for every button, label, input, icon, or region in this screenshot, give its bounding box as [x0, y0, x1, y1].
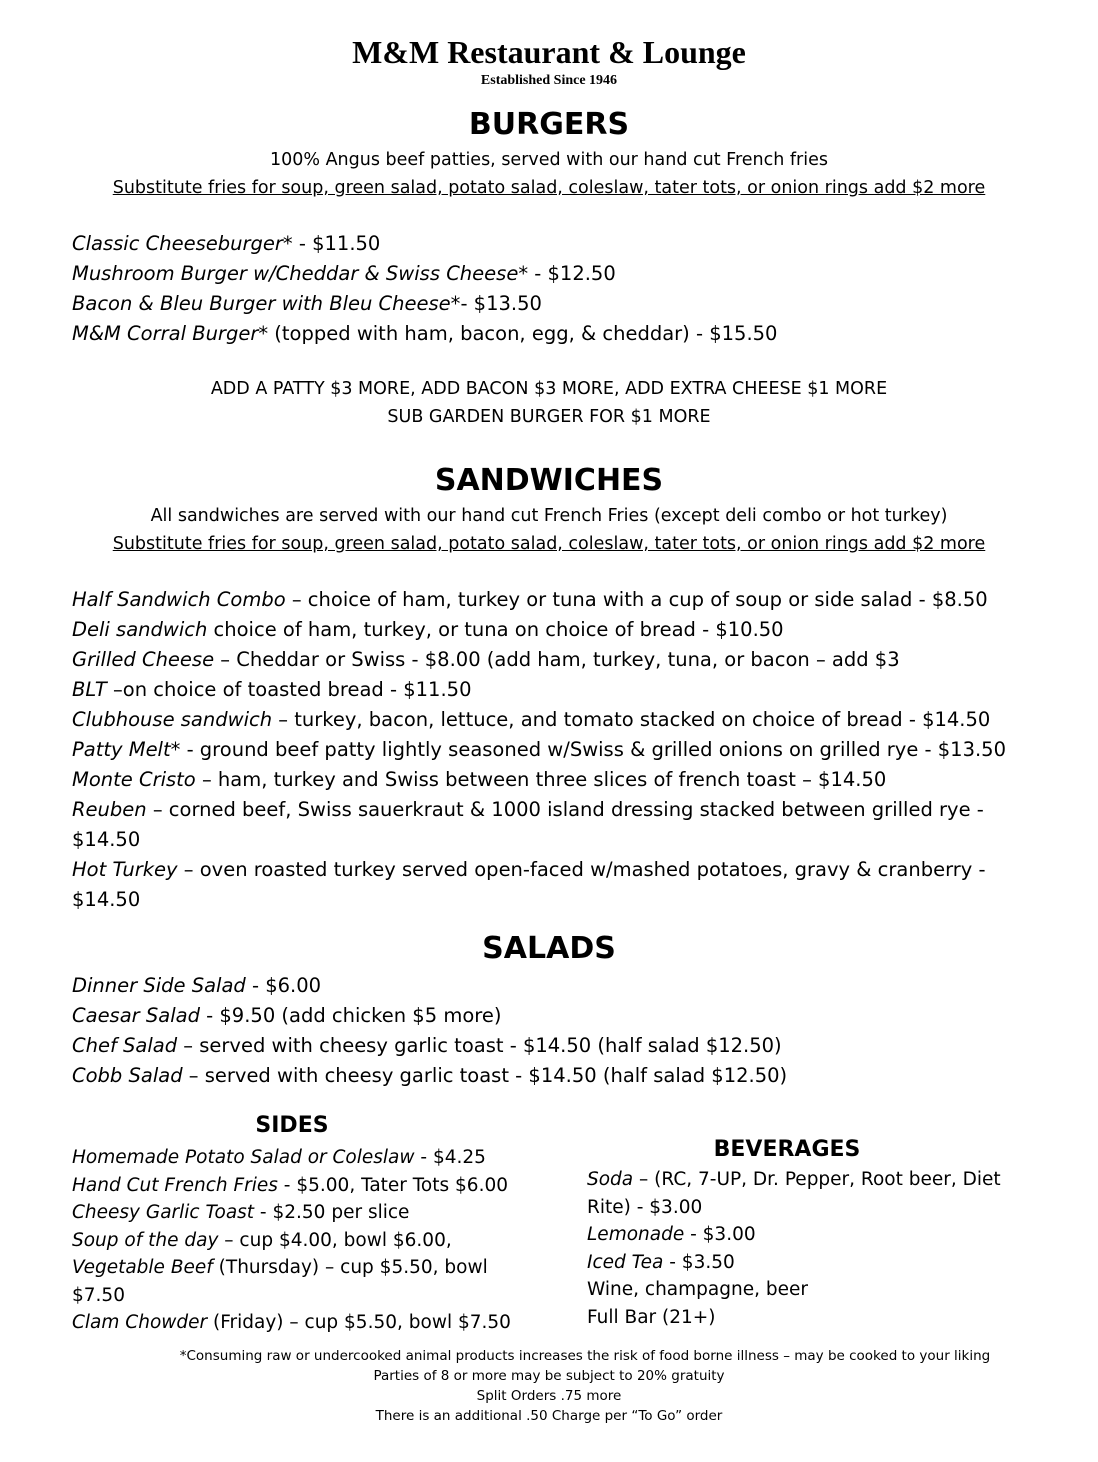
item-detail: * - $12.50 — [518, 262, 616, 285]
item-name: Half Sandwich Combo — [72, 588, 286, 611]
salads-list — [72, 971, 787, 1091]
item-name: Deli sandwich — [72, 618, 208, 641]
item-detail: Full Bar (21+) — [587, 1306, 716, 1328]
menu-item — [72, 585, 1032, 615]
item-name: Vegetable Beef — [72, 1257, 213, 1278]
item-name: Soup of the day — [72, 1229, 219, 1251]
item-detail: – ham, turkey and Swiss between three slices of french toast – $14.50 — [195, 768, 887, 791]
footer-to-go: There is an additional .50 Charge per “To Go” order — [375, 1408, 723, 1424]
sandwiches-heading: SANDWICHES — [434, 463, 664, 498]
footer-gratuity: Parties of 8 or more may be subject to 20% gratuity — [373, 1368, 725, 1384]
menu-item — [72, 1144, 511, 1172]
item-detail: (Thursday) – cup $5.50, bowl — [212, 1257, 488, 1278]
menu-item — [587, 1166, 1001, 1194]
item-detail: - $3.50 — [663, 1251, 735, 1273]
item-name: Patty Melt* — [72, 738, 181, 761]
menu-item — [72, 1199, 511, 1227]
item-detail: - $3.00 — [684, 1224, 756, 1245]
item-name: Lemonade — [587, 1224, 685, 1245]
item-detail: choice of ham, turkey, or tuna on choice of bread - $10.50 — [207, 618, 784, 641]
footer-split-orders: Split Orders .75 more — [476, 1388, 622, 1404]
item-detail: - $13.50 — [460, 292, 542, 315]
item-detail: – oven roasted turkey served open-faced w/mashed potatoes, gravy & cranberry - $14.50 — [72, 858, 986, 911]
menu-item — [72, 855, 1032, 915]
item-name: Homemade Potato Salad or Coleslaw — [72, 1147, 415, 1168]
item-name: Clubhouse sandwich — [72, 708, 273, 731]
item-detail: (Friday) – cup $5.50, bowl $7.50 — [207, 1312, 511, 1333]
item-detail: - $5.00, Tater Tots $6.00 — [277, 1174, 508, 1196]
menu-item — [587, 1194, 1001, 1222]
item-detail: * - $11.50 — [282, 232, 381, 255]
menu-item — [587, 1221, 1001, 1249]
established-line: Established Since 1946 — [480, 73, 618, 88]
item-name: BLT — [72, 678, 107, 701]
menu-item — [72, 1282, 511, 1310]
menu-item — [72, 1172, 511, 1200]
footer-disclaimer: *Consuming raw or undercooked animal products increases the risk of food borne illness – may be cooked to your liking — [179, 1348, 991, 1364]
item-detail: - $2.50 per slice — [254, 1202, 410, 1223]
item-detail: Rite) - $3.00 — [587, 1196, 703, 1218]
menu-item — [72, 615, 1032, 645]
item-name: Reuben — [72, 798, 147, 821]
item-detail: – (RC, 7-UP, Dr. Pepper, Root beer, Diet — [633, 1169, 1001, 1190]
sides-list — [72, 1144, 511, 1337]
menu-item — [587, 1304, 1001, 1332]
burgers-list — [72, 229, 777, 349]
item-detail: – served with cheesy garlic toast - $14.50 (half salad $12.50) — [182, 1064, 788, 1087]
menu-item — [72, 645, 1032, 675]
item-name: Chef Salad — [72, 1034, 178, 1057]
menu-item — [72, 675, 1032, 705]
item-detail: – turkey, bacon, lettuce, and tomato stacked on choice of bread - $14.50 — [272, 708, 991, 731]
item-detail: - $6.00 — [245, 974, 322, 997]
sides-heading: SIDES — [255, 1113, 329, 1138]
item-detail: - $4.25 — [414, 1147, 486, 1168]
item-detail: – corned beef, Swiss sauerkraut & 1000 island dressing stacked between grilled rye - $14.50 — [72, 798, 984, 851]
menu-item — [72, 259, 777, 289]
item-name: Mushroom Burger w/Cheddar & Swiss Cheese — [72, 262, 519, 285]
item-name: Iced Tea — [587, 1251, 664, 1273]
menu-item — [72, 1309, 511, 1337]
item-detail: - ground beef patty lightly seasoned w/Swiss & grilled onions on grilled rye - $13.50 — [180, 738, 1006, 761]
item-name: Classic Cheeseburger — [72, 232, 283, 255]
menu-item — [72, 705, 1032, 735]
item-detail: * (topped with ham, bacon, egg, & cheddar) - $15.50 — [258, 322, 778, 345]
item-name: Dinner Side Salad — [72, 974, 246, 997]
item-name: Hot Turkey — [72, 858, 178, 881]
menu-item — [72, 289, 777, 319]
sandwiches-substitute-note: Substitute fries for soup, green salad, potato salad, coleslaw, tater tots, or onion rings add $2 more — [112, 534, 986, 554]
restaurant-title: M&M Restaurant & Lounge — [352, 34, 746, 70]
item-name: Bacon & Bleu Burger with Bleu Cheese* — [72, 292, 461, 315]
item-name: Hand Cut French Fries — [72, 1174, 278, 1196]
item-detail: – choice of ham, turkey or tuna with a cup of soup or side salad - $8.50 — [285, 588, 988, 611]
item-name: Grilled Cheese — [72, 648, 215, 671]
burgers-substitute-note: Substitute fries for soup, green salad, potato salad, coleslaw, tater tots, or onion rings add $2 more — [112, 178, 986, 198]
menu-item — [72, 971, 787, 1001]
sandwiches-subtitle: All sandwiches are served with our hand cut French Fries (except deli combo or hot turkey) — [150, 506, 948, 526]
burgers-addons-2: SUB GARDEN BURGER FOR $1 MORE — [387, 407, 711, 427]
menu-item — [72, 229, 777, 259]
menu-item — [72, 795, 1032, 855]
salads-heading: SALADS — [482, 931, 616, 966]
item-detail: - $9.50 (add chicken $5 more) — [199, 1004, 502, 1027]
item-detail: Wine, champagne, beer — [587, 1279, 808, 1300]
item-detail: – cup $4.00, bowl $6.00, — [218, 1229, 452, 1251]
beverages-list — [587, 1166, 1001, 1331]
item-name: Cobb Salad — [72, 1064, 183, 1087]
menu-item — [72, 765, 1032, 795]
menu-item — [72, 1061, 787, 1091]
item-name: Soda — [587, 1169, 634, 1190]
menu-item — [72, 1254, 511, 1282]
item-name: Clam Chowder — [72, 1312, 208, 1333]
menu-item — [72, 1227, 511, 1255]
item-detail: $7.50 — [72, 1284, 125, 1306]
menu-item — [587, 1249, 1001, 1277]
menu-item — [587, 1276, 1001, 1304]
burgers-heading: BURGERS — [468, 107, 630, 142]
sandwiches-list — [72, 585, 1032, 915]
item-detail: – Cheddar or Swiss - $8.00 (add ham, turkey, tuna, or bacon – add $3 — [214, 648, 900, 671]
burgers-addons-1: ADD A PATTY $3 MORE, ADD BACON $3 MORE, ADD EXTRA CHEESE $1 MORE — [210, 379, 888, 399]
burgers-subtitle: 100% Angus beef patties, served with our hand cut French fries — [269, 150, 828, 170]
menu-item — [72, 1031, 787, 1061]
item-name: Caesar Salad — [72, 1004, 200, 1027]
beverages-heading: BEVERAGES — [713, 1137, 861, 1162]
item-name: Monte Cristo — [72, 768, 196, 791]
item-detail: – served with cheesy garlic toast - $14.50 (half salad $12.50) — [177, 1034, 782, 1057]
menu-item — [72, 735, 1032, 765]
item-detail: –on choice of toasted bread - $11.50 — [106, 678, 472, 701]
menu-item — [72, 1001, 787, 1031]
item-name: M&M Corral Burger — [72, 322, 259, 345]
item-name: Cheesy Garlic Toast — [72, 1202, 255, 1223]
menu-item — [72, 319, 777, 349]
